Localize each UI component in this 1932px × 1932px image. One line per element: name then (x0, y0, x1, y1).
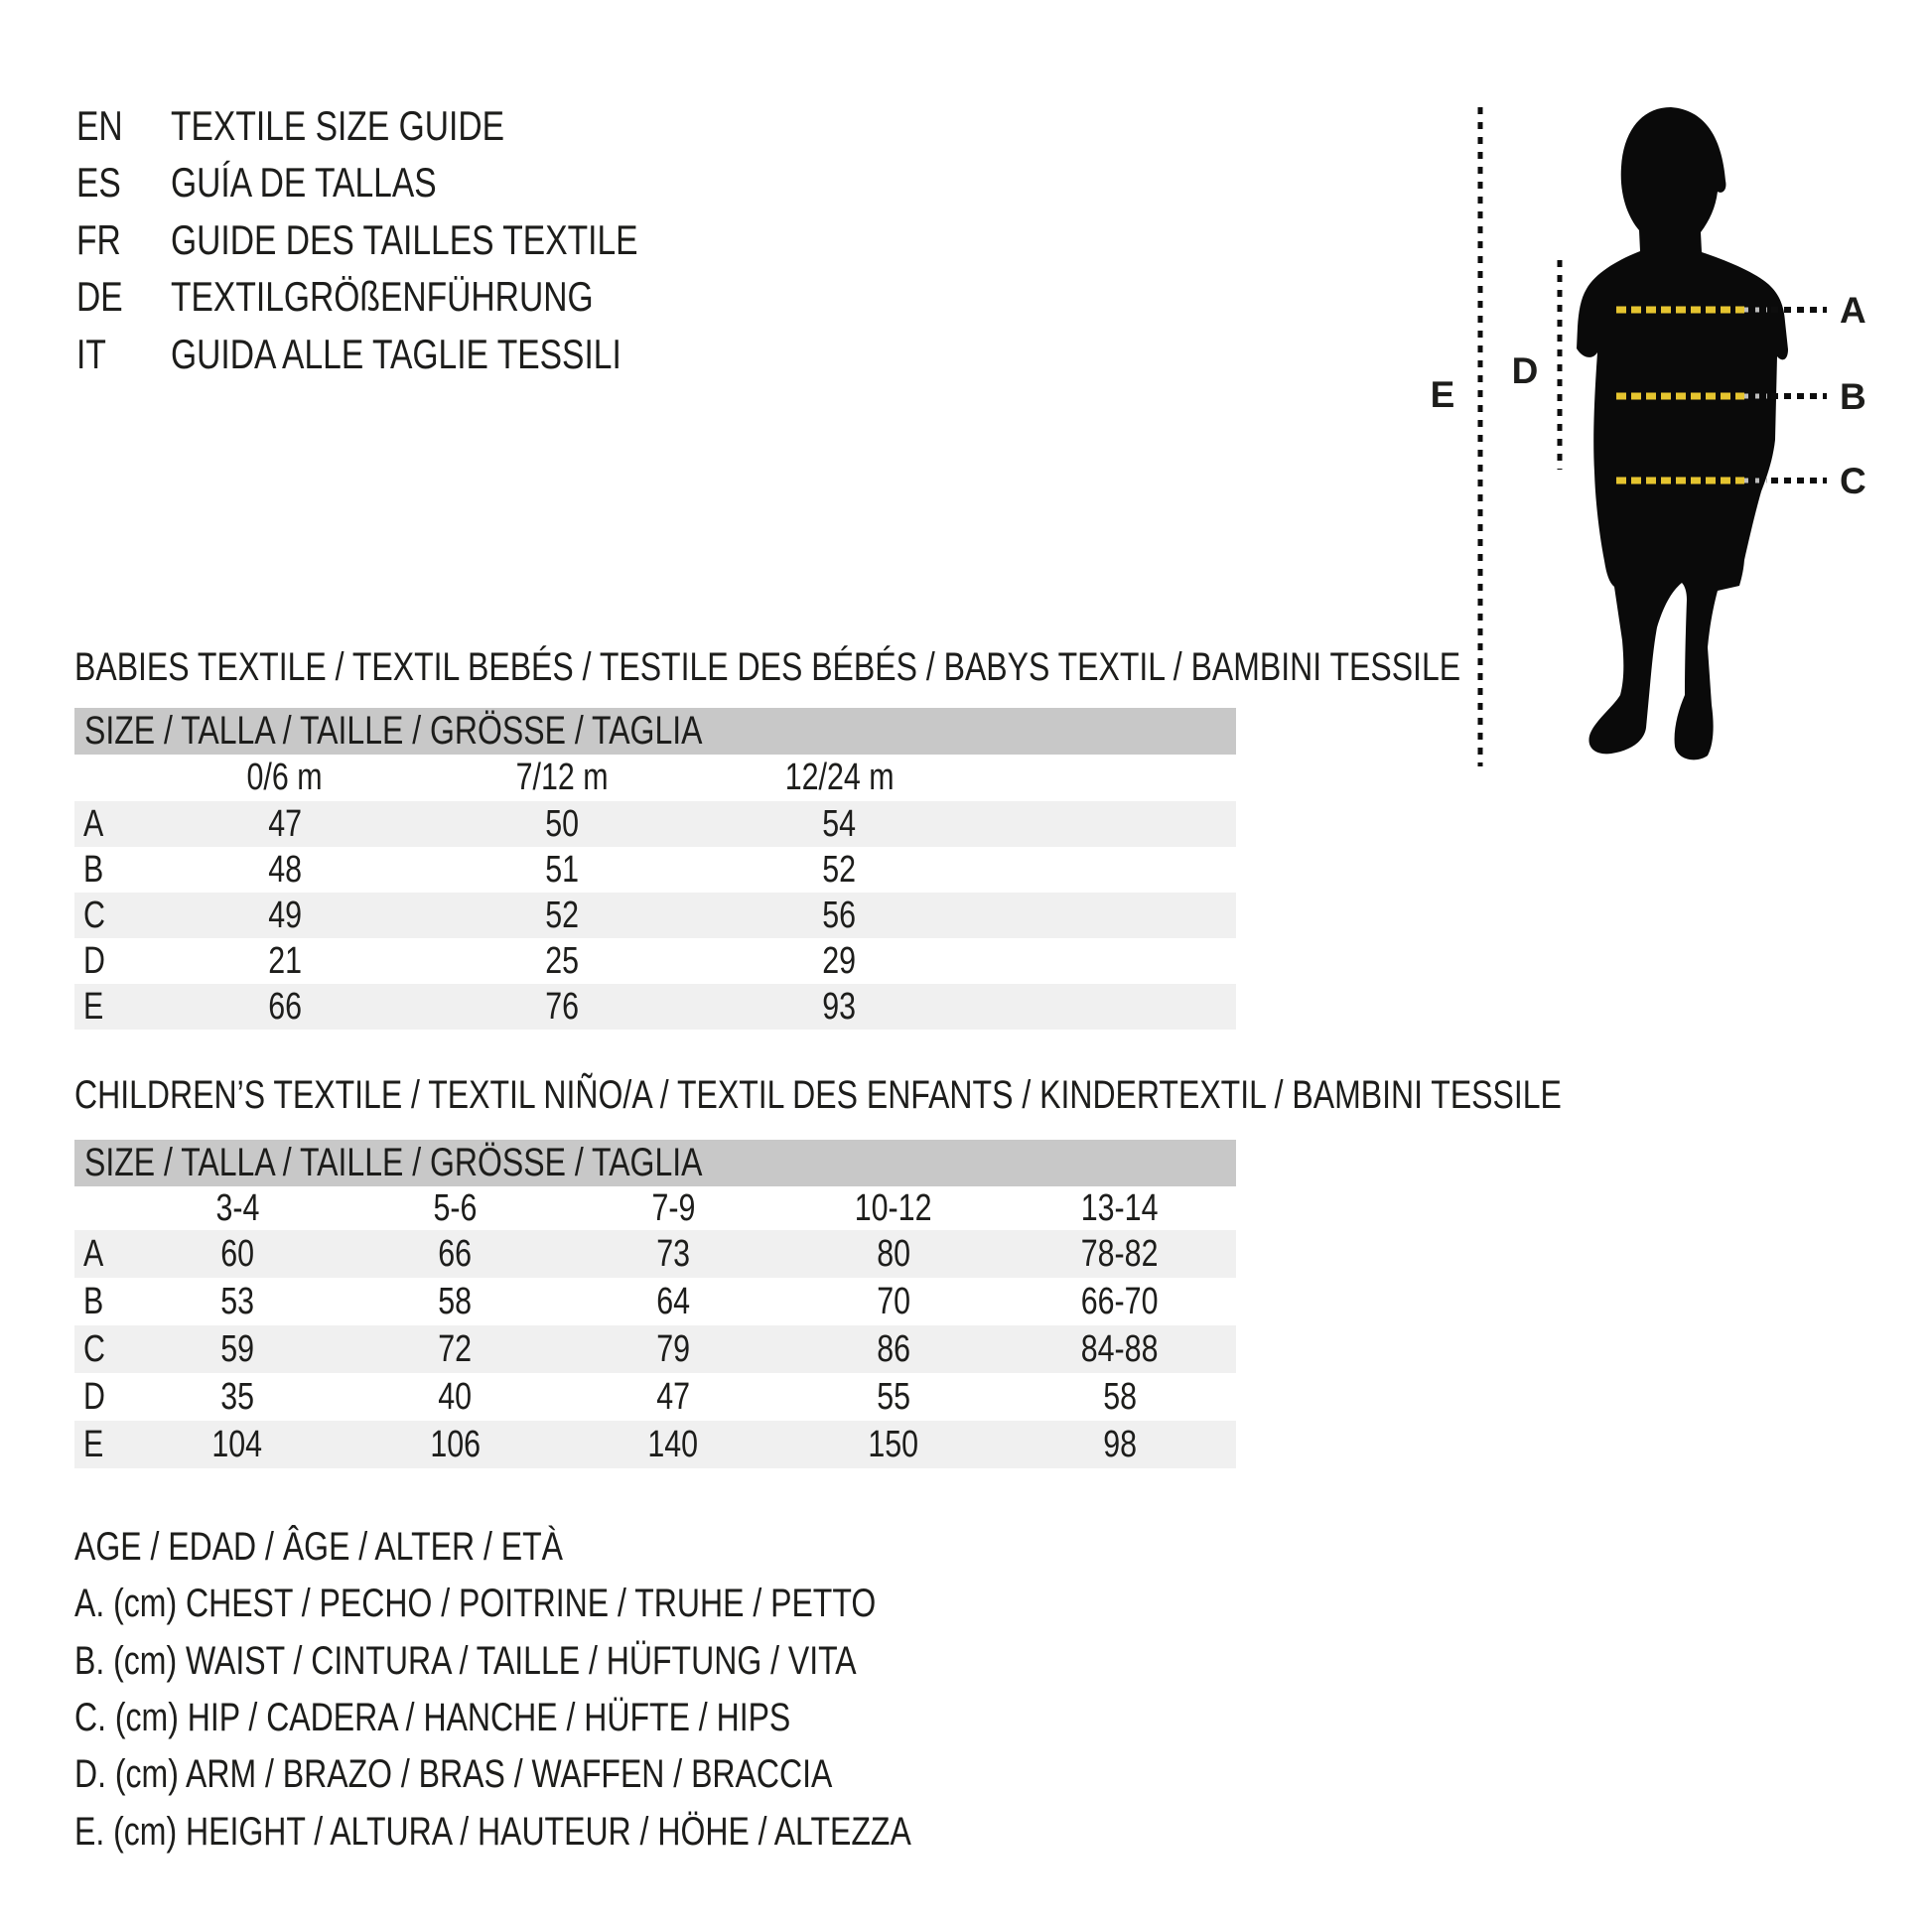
table-cell: 79 (656, 1327, 690, 1370)
babies-section-title: BABIES TEXTILE / TEXTIL BEBÉS / TESTILE DES BÉBÉS / BABYS TEXTIL / BAMBINI TESSILE (74, 644, 1461, 689)
figure-label-d: D (1511, 350, 1539, 391)
babies-size-header-bar: SIZE / TALLA / TAILLE / GRÖSSE / TAGLIA (74, 708, 1236, 755)
table-cell: 52 (822, 848, 857, 891)
table-cell: 76 (545, 985, 580, 1028)
table-cell: 78-82 (1081, 1232, 1159, 1275)
column-header: 5-6 (433, 1186, 478, 1229)
language-row-it (76, 326, 755, 383)
table-cell: 104 (211, 1423, 263, 1465)
guide-title-it: GUIDA ALLE TAGLIE TESSILI (171, 330, 621, 377)
children-column-header-row (74, 1186, 1236, 1230)
table-cell: 58 (438, 1280, 473, 1322)
children-section-title: CHILDREN’S TEXTILE / TEXTIL NIÑO/A / TEXTIL DES ENFANTS / KINDERTEXTIL / BAMBINI TESSILE (74, 1072, 1562, 1117)
guide-title-fr: GUIDE DES TAILLES TEXTILE (171, 215, 638, 263)
figure-label-e: E (1430, 374, 1455, 415)
table-cell: 48 (268, 848, 302, 891)
row-label: C (83, 894, 105, 936)
row-label: D (83, 1375, 105, 1418)
table-cell: 56 (822, 894, 857, 936)
table-cell: 60 (220, 1232, 254, 1275)
table-row (74, 893, 1236, 938)
figure-label-c: C (1840, 461, 1866, 501)
column-header: 7/12 m (516, 757, 609, 798)
row-label: C (83, 1327, 105, 1370)
table-cell: 47 (268, 802, 302, 845)
babies-column-header-row (74, 755, 1236, 801)
figure-label-a: A (1840, 290, 1866, 331)
legend-chest: A. (cm) CHEST / PECHO / POITRINE / TRUHE / PETTO (74, 1582, 877, 1626)
table-row (74, 1325, 1236, 1373)
column-header: 12/24 m (784, 757, 895, 798)
language-code: IT (76, 330, 106, 377)
table-cell: 84-88 (1081, 1327, 1159, 1370)
guide-title-en: TEXTILE SIZE GUIDE (171, 101, 505, 149)
children-size-header-bar: SIZE / TALLA / TAILLE / GRÖSSE / TAGLIA (74, 1140, 1236, 1186)
column-header: 0/6 m (246, 757, 324, 798)
table-cell: 106 (430, 1423, 481, 1465)
language-row-es (76, 155, 755, 212)
table-cell: 80 (877, 1232, 910, 1275)
table-cell: 29 (822, 939, 857, 982)
legend-waist: B. (cm) WAIST / CINTURA / TAILLE / HÜFTUNG / VITA (74, 1638, 857, 1683)
language-code: ES (76, 159, 121, 207)
row-label: A (83, 802, 104, 845)
table-cell: 70 (877, 1280, 910, 1322)
column-header: 10-12 (855, 1186, 932, 1229)
legend-height: E. (cm) HEIGHT / ALTURA / HAUTEUR / HÖHE / ALTEZZA (74, 1809, 911, 1854)
table-cell: 47 (656, 1375, 690, 1418)
row-label: E (83, 985, 104, 1028)
children-size-table (74, 1140, 1236, 1468)
table-cell: 52 (545, 894, 580, 936)
table-cell: 150 (868, 1423, 919, 1465)
legend-age: AGE / EDAD / ÂGE / ALTER / ETÀ (74, 1525, 563, 1570)
guide-title-de: TEXTILGRÖßENFÜHRUNG (171, 273, 594, 321)
language-code: EN (76, 101, 123, 149)
table-row (74, 1421, 1236, 1468)
table-cell: 49 (268, 894, 302, 936)
row-label: A (83, 1232, 104, 1275)
table-cell: 72 (438, 1327, 473, 1370)
table-cell: 98 (1103, 1423, 1137, 1465)
table-cell: 93 (822, 985, 857, 1028)
legend-hip: C. (cm) HIP / CADERA / HANCHE / HÜFTE / HIPS (74, 1696, 791, 1740)
legend-arm: D. (cm) ARM / BRAZO / BRAS / WAFFEN / BRACCIA (74, 1752, 833, 1797)
column-header: 7-9 (651, 1186, 695, 1229)
table-cell: 66 (268, 985, 302, 1028)
language-row-en (76, 97, 755, 155)
table-cell: 51 (545, 848, 580, 891)
column-header: 13-14 (1081, 1186, 1159, 1229)
table-cell: 21 (268, 939, 302, 982)
guide-title-es: GUÍA DE TALLAS (171, 159, 437, 207)
table-row (74, 1230, 1236, 1278)
measurement-legend (74, 1519, 1120, 1861)
table-row (74, 938, 1236, 984)
language-row-fr (76, 211, 755, 269)
table-cell: 50 (545, 802, 580, 845)
language-code: DE (76, 273, 123, 321)
table-cell: 66-70 (1081, 1280, 1159, 1322)
table-row (74, 801, 1236, 847)
row-label: B (83, 848, 104, 891)
table-cell: 73 (656, 1232, 690, 1275)
table-cell: 66 (438, 1232, 473, 1275)
table-cell: 58 (1103, 1375, 1137, 1418)
babies-size-table (74, 708, 1236, 1030)
table-row (74, 984, 1236, 1030)
table-cell: 40 (438, 1375, 473, 1418)
table-row (74, 1278, 1236, 1325)
table-row (74, 1373, 1236, 1421)
table-row (74, 847, 1236, 893)
table-cell: 35 (220, 1375, 254, 1418)
table-cell: 64 (656, 1280, 690, 1322)
table-cell: 25 (545, 939, 580, 982)
row-label: E (83, 1423, 104, 1465)
table-cell: 54 (822, 802, 857, 845)
language-title-list (76, 97, 755, 383)
table-cell: 53 (220, 1280, 254, 1322)
table-cell: 59 (220, 1327, 254, 1370)
figure-label-b: B (1840, 376, 1866, 417)
row-label: D (83, 939, 105, 982)
column-header: 3-4 (215, 1186, 259, 1229)
row-label: B (83, 1280, 104, 1322)
table-cell: 140 (647, 1423, 699, 1465)
table-cell: 55 (877, 1375, 910, 1418)
table-cell: 86 (877, 1327, 910, 1370)
language-row-de (76, 269, 755, 327)
language-code: FR (76, 215, 121, 263)
